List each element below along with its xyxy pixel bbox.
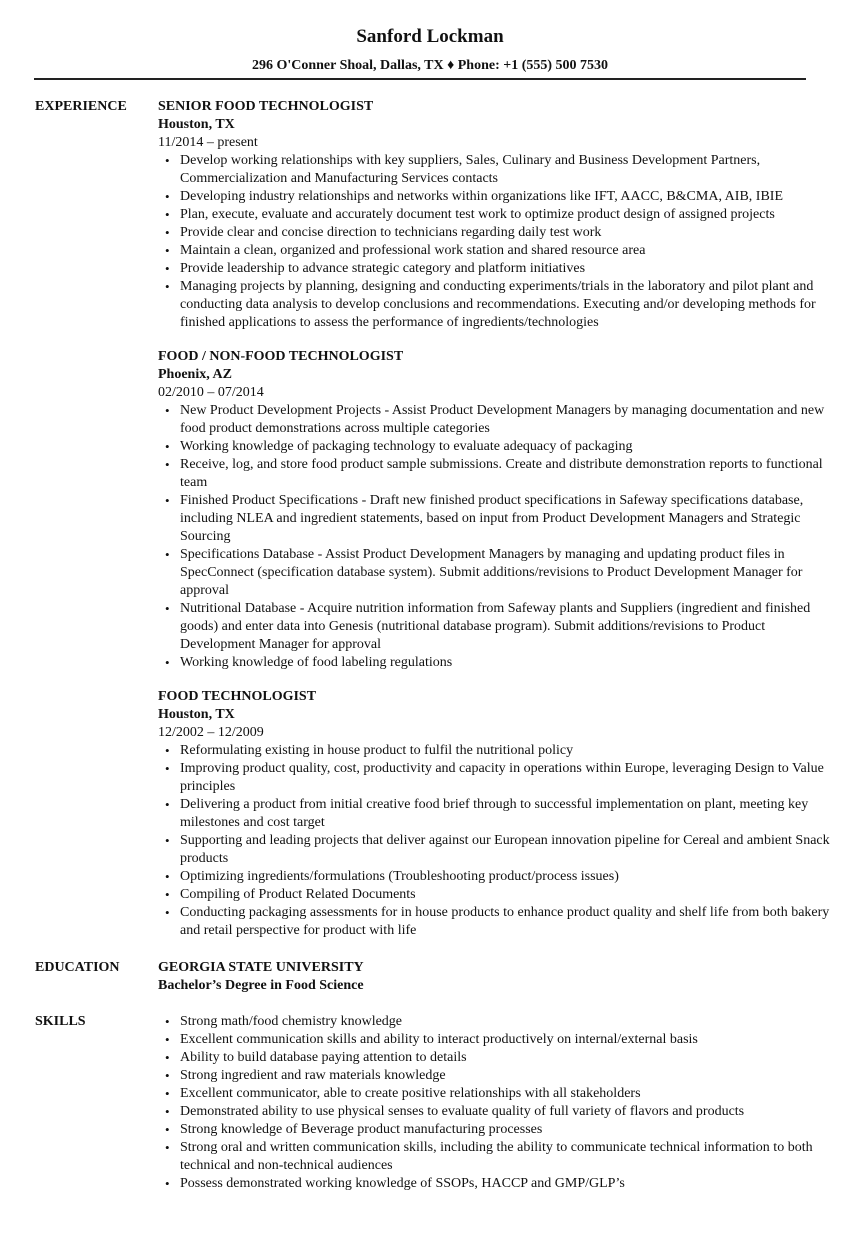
bullet-item: • Working knowledge of food labeling regulations: [180, 654, 830, 672]
job-dates: 11/2014 – present: [158, 135, 258, 150]
education-entry: [158, 959, 830, 995]
job-entry: [158, 688, 830, 940]
bullet-item: • Maintain a clean, organized and professional work station and shared resource area: [180, 242, 830, 260]
skills-section: [0, 1013, 860, 1193]
skill-item: • Strong knowledge of Beverage product manufacturing processes: [180, 1121, 830, 1139]
bullet-item: • Finished Product Specifications - Draft new finished product specifications in Safeway specifications database, including NLEA and ingredient statements, based on input from Product Development Managers and Strategic Sourcing: [180, 492, 830, 546]
job-bullets: [158, 152, 830, 332]
job-title: FOOD / NON-FOOD TECHNOLOGIST: [158, 349, 404, 364]
education-section: [0, 959, 860, 995]
bullet-item: • Delivering a product from initial creative food brief through to successful implementation on plant, meeting key milestones and cost target: [180, 796, 830, 832]
job-location: Phoenix, AZ: [158, 367, 232, 382]
skills-bullets: [158, 1013, 830, 1193]
degree: Bachelor’s Degree in Food Science: [158, 978, 364, 993]
bullet-item: • Nutritional Database - Acquire nutrition information from Safeway plants and Suppliers (ingredient and finished goods) and enter data into Genesis (nutritional database program). Submit additions/revisions to Product Development Manager for approval: [180, 600, 830, 654]
skill-item: • Excellent communication skills and ability to interact productively on internal/external basis: [180, 1031, 830, 1049]
header-divider: [34, 78, 806, 80]
job-title: SENIOR FOOD TECHNOLOGIST: [158, 99, 374, 114]
bullet-item: • Compiling of Product Related Documents: [180, 886, 830, 904]
experience-section: [0, 98, 860, 956]
bullet-item: • Working knowledge of packaging technology to evaluate adequacy of packaging: [180, 438, 830, 456]
section-label-skills: SKILLS: [35, 1014, 86, 1029]
bullet-item: • Managing projects by planning, designing and conducting experiments/trials in the laboratory and pilot plant and conducting data analysis to develop conclusions and recommendations. Executing and/or developing methods for finished applications to assess the performance of ingredients/technologies: [180, 278, 830, 332]
skill-item: • Strong math/food chemistry knowledge: [180, 1013, 830, 1031]
bullet-item: • Reformulating existing in house product to fulfil the nutritional policy: [180, 742, 830, 760]
section-label-experience: EXPERIENCE: [35, 99, 127, 114]
experience-list: [158, 98, 830, 956]
bullet-item: • Improving product quality, cost, productivity and capacity in operations within Europe, leveraging Design to Value principles: [180, 760, 830, 796]
skill-item: • Possess demonstrated working knowledge of SSOPs, HACCP and GMP/GLP’s: [180, 1175, 830, 1193]
job-entry: [158, 98, 830, 332]
job-dates: 02/2010 – 07/2014: [158, 385, 264, 400]
bullet-item: • Developing industry relationships and networks within organizations like IFT, AACC, B&CMA, AIB, IBIE: [180, 188, 830, 206]
section-label-education: EDUCATION: [35, 960, 120, 975]
skill-item: • Excellent communicator, able to create positive relationships with all stakeholders: [180, 1085, 830, 1103]
resume-header: [0, 0, 860, 74]
bullet-item: • Conducting packaging assessments for in house products to enhance product quality and shelf life from both bakery and retail perspective for product with life: [180, 904, 830, 940]
job-location: Houston, TX: [158, 707, 235, 722]
bullet-item: • New Product Development Projects - Assist Product Development Managers by managing documentation and new food product demonstrations across multiple categories: [180, 402, 830, 438]
job-entry: [158, 348, 830, 672]
bullet-item: • Develop working relationships with key suppliers, Sales, Culinary and Business Development Partners, Commercialization and Manufacturing Services contacts: [180, 152, 830, 188]
bullet-item: • Specifications Database - Assist Product Development Managers by managing and updating product files in SpecConnect (specification database system). Submit additions/revisions to Product Development Manager for approval: [180, 546, 830, 600]
job-title: FOOD TECHNOLOGIST: [158, 689, 317, 704]
school-name: GEORGIA STATE UNIVERSITY: [158, 960, 364, 975]
bullet-item: • Receive, log, and store food product sample submissions. Create and distribute demonstration reports to functional team: [180, 456, 830, 492]
job-location: Houston, TX: [158, 117, 235, 132]
skill-item: • Ability to build database paying attention to details: [180, 1049, 830, 1067]
bullet-item: • Optimizing ingredients/formulations (Troubleshooting product/process issues): [180, 868, 830, 886]
job-bullets: [158, 402, 830, 672]
job-bullets: [158, 742, 830, 940]
skill-item: • Strong ingredient and raw materials knowledge: [180, 1067, 830, 1085]
candidate-name: Sanford Lockman: [356, 26, 504, 47]
bullet-item: • Provide leadership to advance strategic category and platform initiatives: [180, 260, 830, 278]
skills-list: [158, 1013, 830, 1193]
skill-item: • Demonstrated ability to use physical senses to evaluate quality of full variety of flavors and products: [180, 1103, 830, 1121]
bullet-item: • Supporting and leading projects that deliver against our European innovation pipeline for Cereal and ambient Snack products: [180, 832, 830, 868]
skill-item: • Strong oral and written communication skills, including the ability to communicate technical information to both technical and non-technical audiences: [180, 1139, 830, 1175]
job-dates: 12/2002 – 12/2009: [158, 725, 264, 740]
bullet-item: • Provide clear and concise direction to technicians regarding daily test work: [180, 224, 830, 242]
contact-line: 296 O'Conner Shoal, Dallas, TX ♦ Phone: +1 (555) 500 7530: [251, 58, 609, 73]
bullet-item: • Plan, execute, evaluate and accurately document test work to optimize product design of assigned projects: [180, 206, 830, 224]
